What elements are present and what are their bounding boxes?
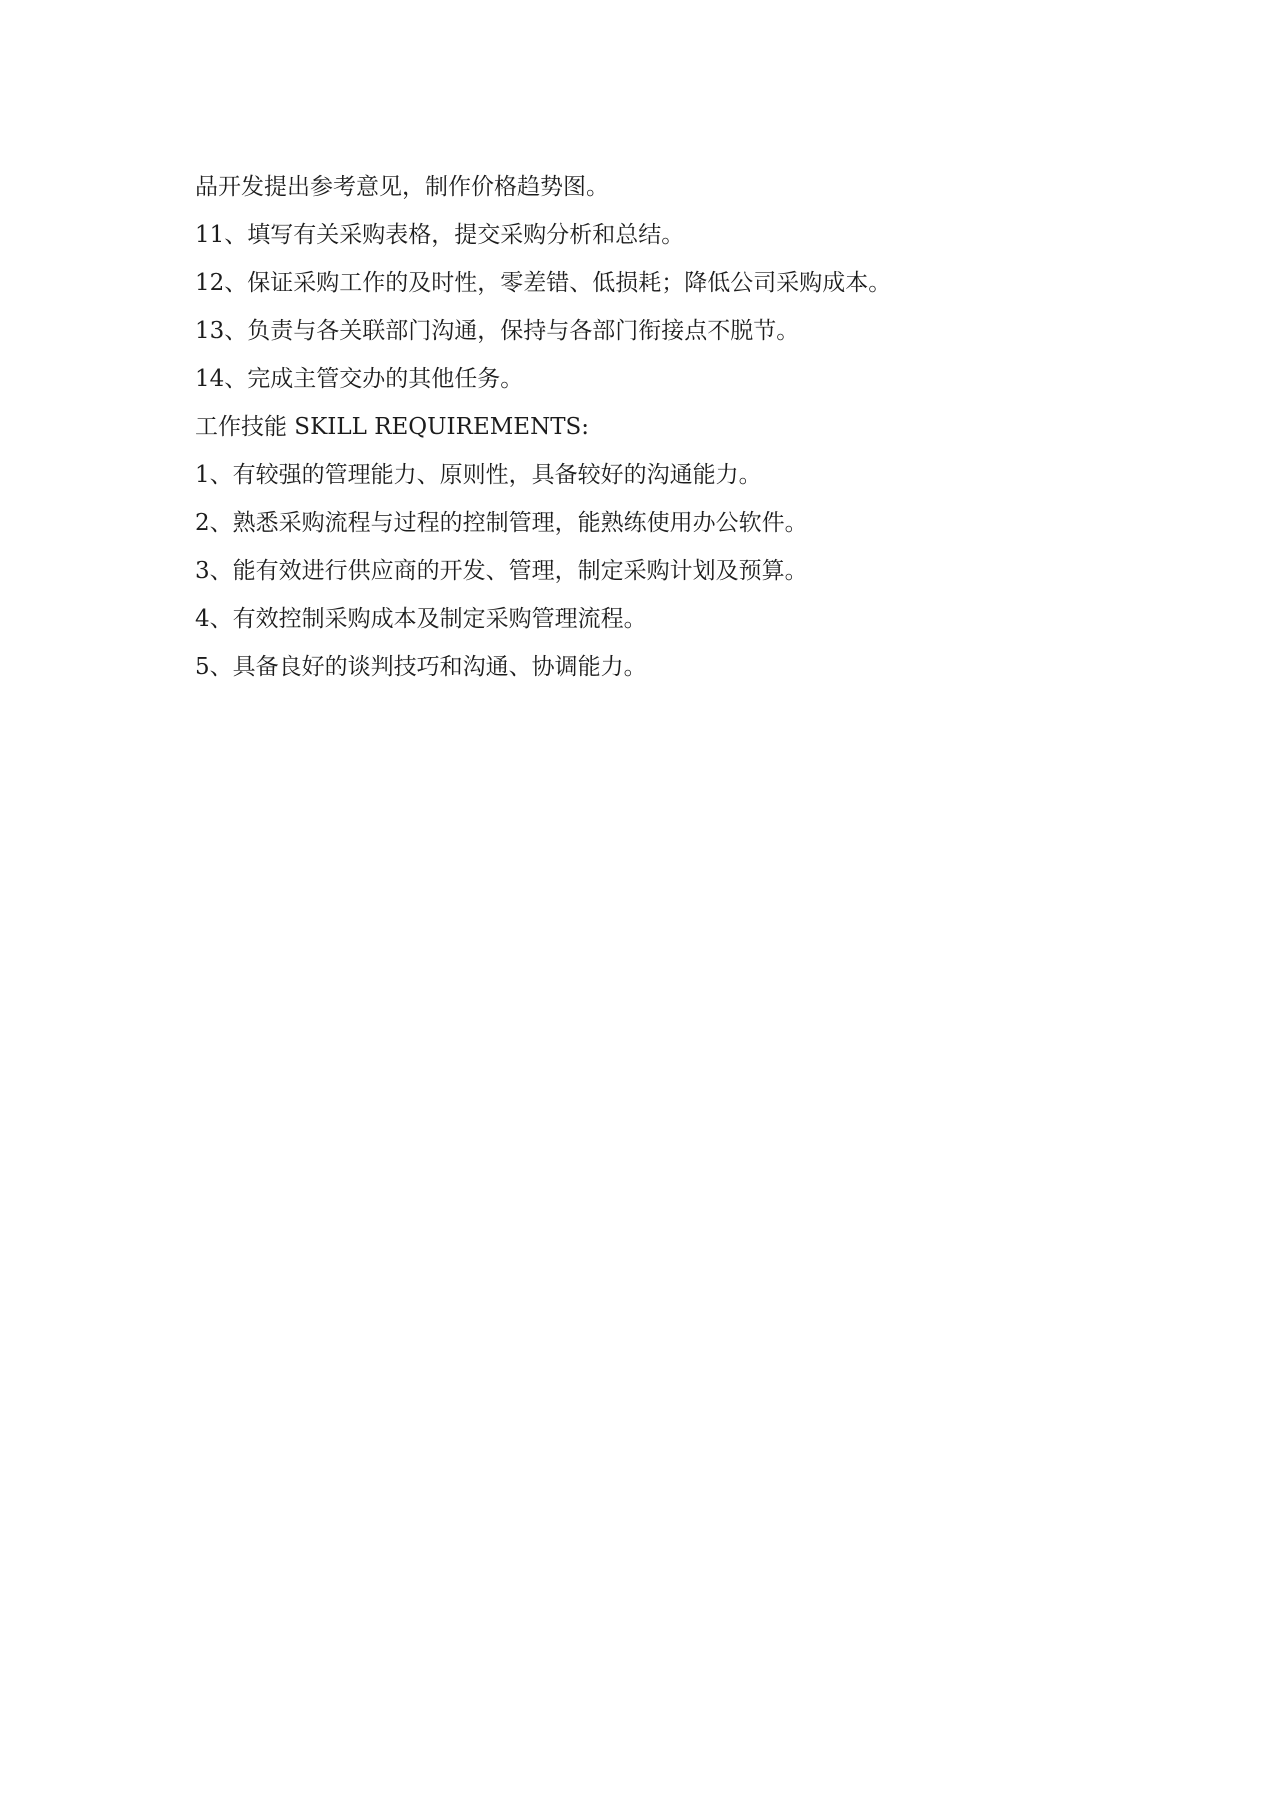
skill-item-5: 5、具备良好的谈判技巧和沟通、协调能力。 bbox=[195, 654, 647, 680]
skill-item-3: 3、能有效进行供应商的开发、管理，制定采购计划及预算。 bbox=[195, 558, 808, 584]
duty-item-13: 13、负责与各关联部门沟通，保持与各部门衔接点不脱节。 bbox=[195, 318, 800, 344]
skill-item-2: 2、熟悉采购流程与过程的控制管理，能熟练使用办公软件。 bbox=[195, 510, 808, 536]
duty-continuation-line: 品开发提出参考意见，制作价格趋势图。 bbox=[195, 174, 609, 200]
skill-requirements-heading: 工作技能 SKILL REQUIREMENTS: bbox=[195, 414, 590, 440]
skill-item-4: 4、有效控制采购成本及制定采购管理流程。 bbox=[195, 606, 647, 632]
document-body bbox=[195, 163, 1095, 691]
duty-item-14: 14、完成主管交办的其他任务。 bbox=[195, 366, 524, 392]
skill-item-1: 1、有较强的管理能力、原则性，具备较好的沟通能力。 bbox=[195, 462, 762, 488]
duty-item-12: 12、保证采购工作的及时性，零差错、低损耗；降低公司采购成本。 bbox=[195, 270, 892, 296]
duty-item-11: 11、填写有关采购表格，提交采购分析和总结。 bbox=[195, 222, 685, 248]
